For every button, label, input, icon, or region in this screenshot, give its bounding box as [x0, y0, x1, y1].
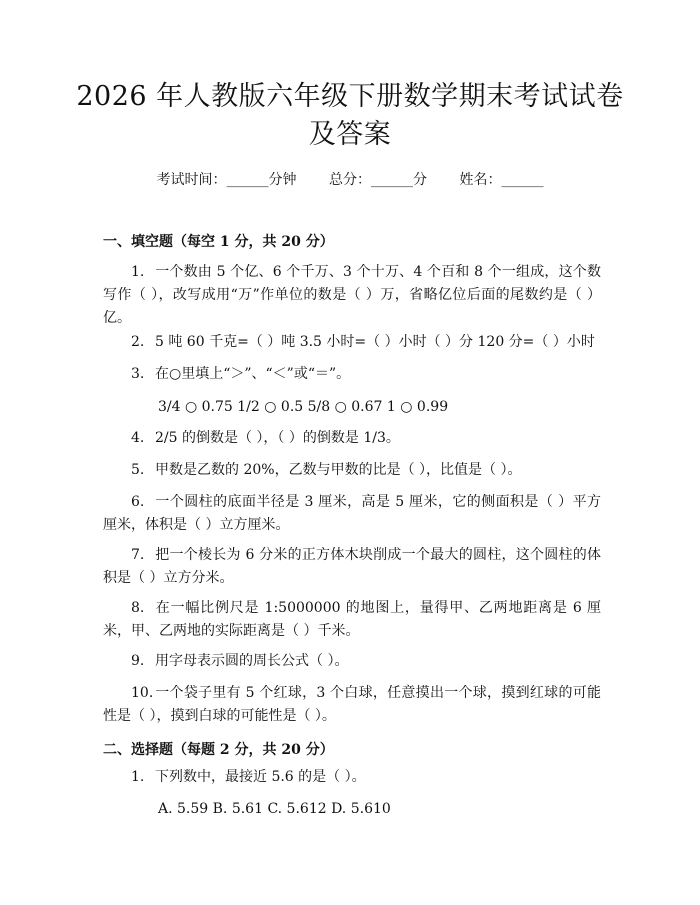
question: 4. 2/5 的倒数是（ ），（ ）的倒数是 1/3。: [131, 430, 400, 446]
exam-time: 考试时间：______分钟: [156, 172, 297, 188]
section-heading-choice: 二、选择题（每题 2 分，共 20 分）: [103, 742, 334, 758]
question: 1. 一个数由 5 个亿、6 个千万、3 个十万、4 个百和 8 个一组成，这个数写作（ ），改写成用“万”作单位的数是（ ）万，省略亿位后面的尾数约是（ ）亿。: [103, 264, 601, 326]
title-line-1: 2026 年人教版六年级下册数学期末考试试卷: [76, 81, 624, 112]
question: 3. 在○里填上“＞”、“＜”或“＝”。: [131, 366, 351, 382]
exam-title: [40, 78, 660, 154]
compare-row: 3/4 ○ 0.75 1/2 ○ 0.5 5/8 ○ 0.67 1 ○ 0.99: [158, 399, 449, 415]
question: 1. 下列数中，最接近 5.6 的是（ ）。: [131, 769, 366, 785]
title-line-2: 及答案: [308, 119, 392, 150]
section-heading-fill-blank: 一、填空题（每空 1 分，共 20 分）: [103, 234, 334, 250]
question: 10. 一个袋子里有 5 个红球，3 个白球，任意摸出一个球，摸到红球的可能性是（ ），摸到白球的可能性是（ ）。: [103, 685, 601, 724]
question: 2. 5 吨 60 千克=（ ）吨 3.5 小时=（ ）小时（ ）分 120 分=（ ）小时: [131, 334, 595, 350]
student-name: 姓名：______: [459, 172, 544, 188]
choice-options: A. 5.59 B. 5.61 C. 5.612 D. 5.610: [158, 801, 391, 817]
question: 7. 把一个棱长为 6 分米的正方体木块削成一个最大的圆柱，这个圆柱的体积是（ ）立方分米。: [103, 547, 601, 586]
question: 6. 一个圆柱的底面半径是 3 厘米，高是 5 厘米，它的侧面积是（ ）平方厘米，体积是（ ）立方厘米。: [103, 494, 601, 533]
question: 5. 甲数是乙数的 20%，乙数与甲数的比是（ ），比值是（ ）。: [131, 462, 522, 478]
total-score: 总分：______分: [329, 172, 427, 188]
exam-meta: [0, 169, 700, 189]
question: 8. 在一幅比例尺是 1:5000000 的地图上，量得甲、乙两地距离是 6 厘米，甲、乙两地的实际距离是（ ）千米。: [103, 600, 601, 639]
question: 9. 用字母表示圆的周长公式（ ）。: [131, 653, 349, 669]
